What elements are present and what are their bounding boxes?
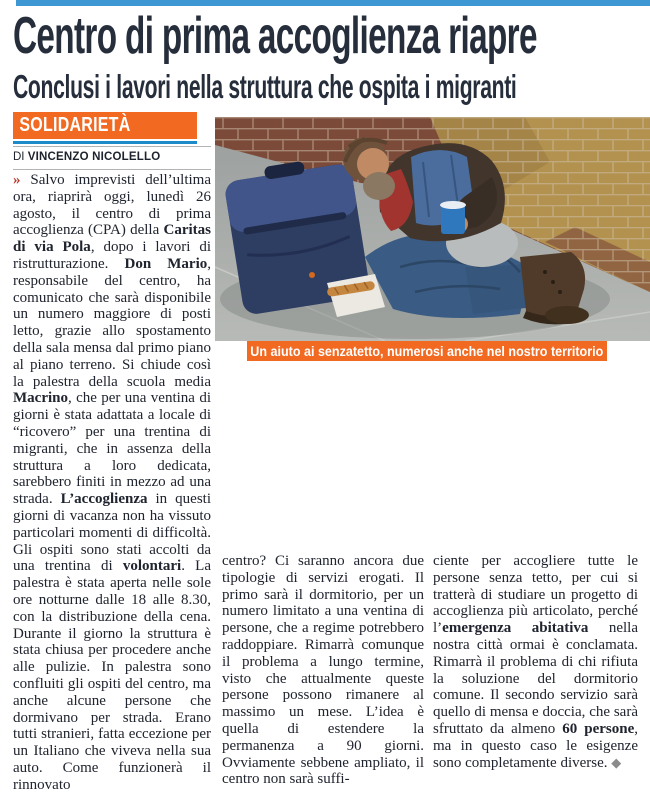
paper-cup (440, 201, 466, 234)
subheadline (13, 69, 650, 105)
article-photo (215, 117, 650, 341)
byline-author: VINCENZO NICOLELLO (27, 151, 161, 163)
article-column-2: centro? Ci saranno ancora due tipologie di servizi erogati. Il primo sarà il dormitorio, per un numero limitato a una ventina di persone, che a regime potrebbero raddoppiare. Rimarrà comunque il problema a lungo termine, visto che attualmente queste persone possono rimanere al massimo un mese. L’idea è quella di estendere la permanenza a 90 giorni. Ovviamente sebbene ampliato, il centro non sarà suffi- (222, 553, 424, 788)
top-blue-rule (16, 0, 650, 6)
photo-illustration (215, 117, 650, 341)
section-badge (13, 112, 197, 139)
section-badge-rule (13, 141, 197, 144)
byline-prefix: DI (13, 151, 28, 163)
section-badge-label: SOLIDARIETÀ (19, 114, 131, 136)
headline-text: Centro di prima accoglienza riapre (13, 7, 537, 65)
photo-caption-text: Un aiuto ai senzatetto, numerosi anche nel nostro territorio (250, 343, 604, 359)
article-column-1: » Salvo imprevisti dell’ultima ora, riaprirà oggi, lunedì 26 agosto, il centro di prima accoglienza (CPA) della Caritas di via Pola, dopo i lavori di ristrutturazione. Don Mario, responsabile del centro, ha comunicato che sarà disponibile un numero maggiore di posti letto, grazie allo spostamento della sala mensa dal primo piano al piano terreno. Si chiude così la palestra della scuola media Macrino, che per una ventina di giorni è stata adattata a locale di “ricovero” per una trentina di migranti, che in assenza della struttura a loro dedicata, sarebbero finiti in mezzo ad una strada. L’accoglienza in questi giorni di vacanza non ha vissuto particolari momenti di difficoltà. Gli ospiti sono stati accolti da una trentina di volontari. La palestra è stata aperta nelle sole ore notturne dalle 18 alle 8.30, con la distribuzione della cena. Durante il giorno la struttura è stata chiusa per procedere anche alle pulizie. In palestra sono confluiti gli ospiti del centro, ma anche alcune persone che dormivano per strada. Erano tutti stranieri, fatta eccezione per un Italiano che viveva nella sua auto. Come funzionerà il rinnovato (13, 172, 211, 793)
photo-caption-bar (247, 341, 607, 361)
page-title (13, 8, 650, 66)
article-column-3: ciente per accogliere tutte le persone senza tetto, per cui si tratterà di studiare un progetto di accoglienza più articolato, perché l’emergenza abitativa nella nostra città ormai è conclamata. Rimarrà il problema di chi rifiuta la soluzione del dormitorio comune. Il secondo servizio sarà quello di mensa e doccia, che sarà sfruttato da almeno 60 persone, ma in questo caso le esigenze sono completamente diverse. ◆ (433, 553, 638, 771)
boots (520, 252, 589, 324)
subheadline-text: Conclusi i lavori nella struttura che ospita i migranti (13, 68, 517, 105)
byline (13, 146, 211, 170)
